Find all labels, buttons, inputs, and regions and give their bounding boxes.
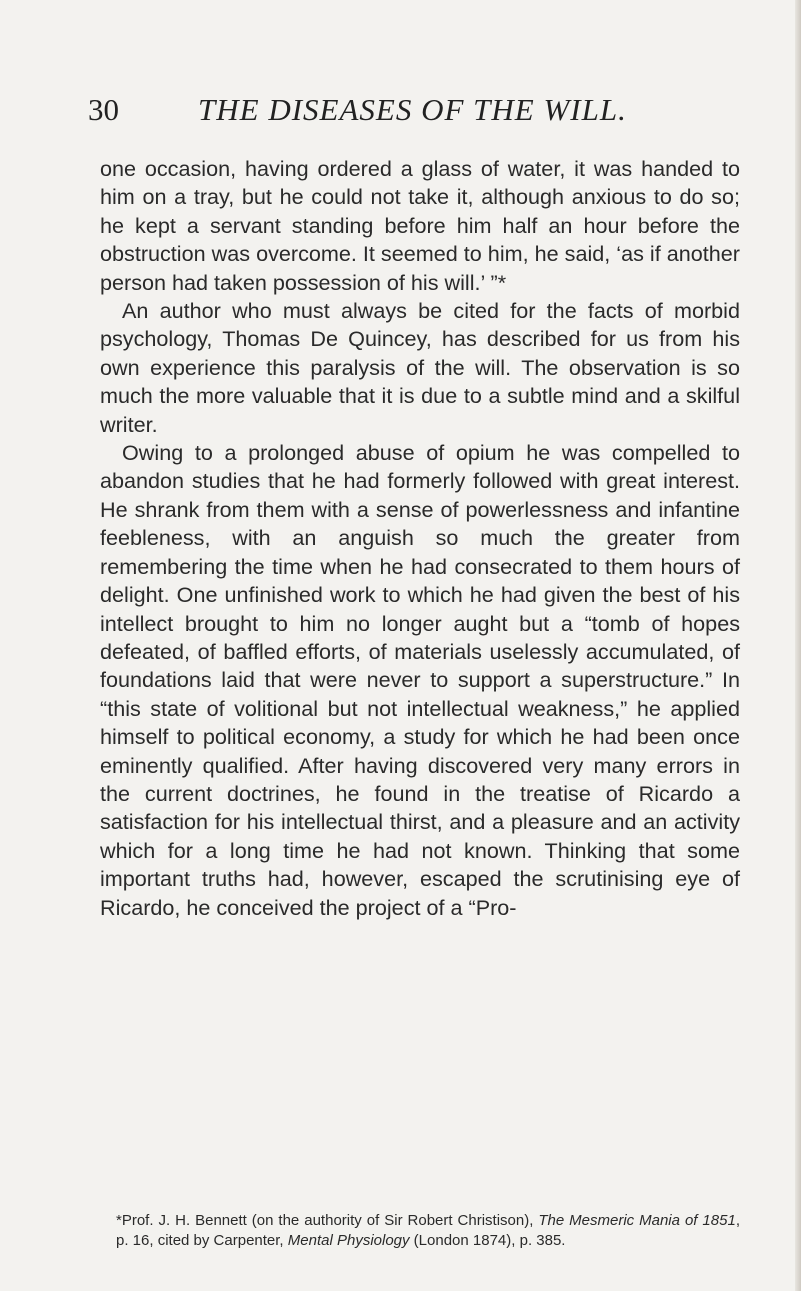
- paragraph-3: Owing to a prolonged abuse of opium he was compelled to abandon studies that he had formerly followed with great interest. He shrank from them with a sense of powerlessness and infantine feebleness, with an anguish so much the greater from remembering the time when he had consecrated to them hours of delight. One unfinished work to which he had given the best of his intellect brought to him no longer aught but a “tomb of hopes defeated, of baffled efforts, of materials uselessly accumulated, of foundations laid that were never to support a superstructure.” In “this state of volitional but not intellectual weakness,” he applied himself to political economy, a study for which he had been once eminently qualified. After having discovered very many errors in the current doctrines, he found in the treatise of Ricardo a satisfaction for his intellectual thirst, and a pleasure and an activity which for a long time he had not known. Thinking that some important truths had, however, escaped the scrutinising eye of Ricardo, he conceived the project of a “Pro-: [100, 440, 740, 920]
- footnote-title-2: Mental Physiology: [287, 1232, 410, 1249]
- page-edge: [795, 0, 801, 1291]
- running-head: THE DISEASES OF THE WILL.: [198, 92, 627, 127]
- footnote-marker: *: [116, 1212, 122, 1229]
- paragraph-2: An author who must always be cited for the facts of morbid psychology, Thomas De Quincey, has described for us from his own experience this paralysis of the will. The observation is so much the more valuable that it is due to a subtle mind and a skilful writer.: [100, 298, 740, 437]
- footnote-text-lead: Prof. J. H. Bennett (on the authority of Sir Robert Christison),: [121, 1212, 539, 1229]
- footnote-text-mid: , p. 16, cited by Carpenter,: [116, 1212, 740, 1249]
- body-text: [100, 155, 740, 922]
- page-number: 30: [88, 92, 119, 127]
- footnote-text-tail: (London 1874), p. 385.: [409, 1232, 566, 1249]
- footnote: [100, 1211, 740, 1251]
- page-header: [88, 92, 728, 132]
- paragraph-1: one occasion, having ordered a glass of water, it was handed to him on a tray, but he could not take it, although anxious to do so; he kept a servant standing before him half an hour before the obstruction was overcome. It seemed to him, he said, ‘as if another person had taken possession of his will.’ ”*: [100, 156, 740, 295]
- footnote-title-1: The Mesmeric Mania of 1851: [538, 1212, 736, 1229]
